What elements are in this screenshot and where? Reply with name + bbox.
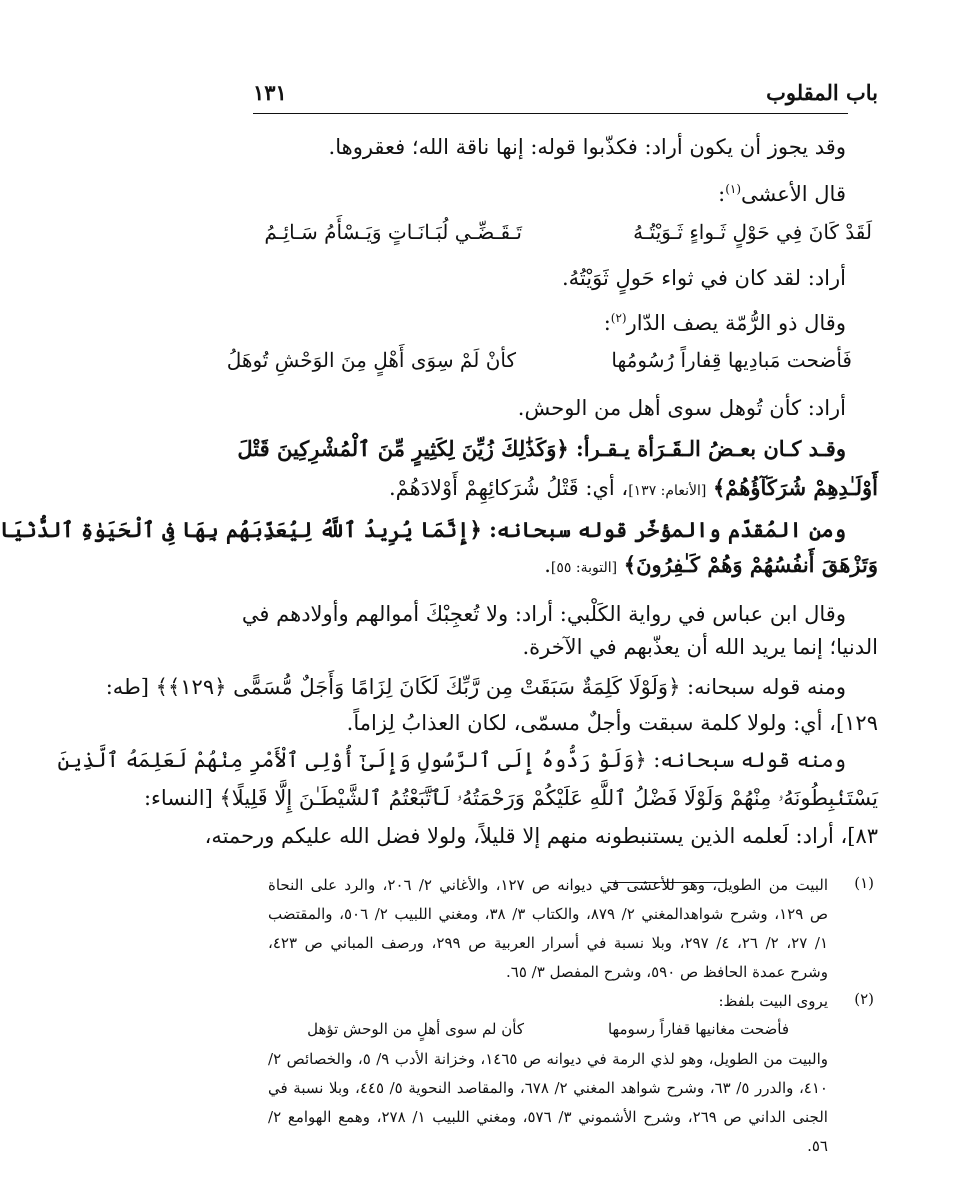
footnote-1-line-4: وشرح عمدة الحافظ ص ٥٩٠، وشرح المفصل ٣/ ٦٥. [506,963,828,981]
body-line-2 [718,174,846,209]
quran-quote: أَوْلَـٰدِهِمْ شُرَكَآؤُهُمْ﴾ [713,475,878,500]
footnote-2-line-3: والبيت من الطويل، وهو لذي الرمة في ديوانه ص ١٤٦٥، وخزانة الأدب ٩/ ٥، والخصائص ٢/ [268,1050,828,1068]
body-line-9 [389,473,878,506]
body-text: ، أي: قَتْلُ شُرَكائِهِمْ أَوْلادَهُمْ. [388,476,629,500]
verse-2-second-hemistich: كأنْ لَمْ سِوَى أَهْلٍ مِنَ الوَحْشِ تُوهَلُ [226,348,516,372]
footnote-2-line-6: ٥٦. [807,1137,828,1155]
body-line-14: ومنه قوله سبحانه: ﴿وَلَوْلَا كَلِمَةٌ سَبَقَتْ مِن رَّبِّكَ لَكَانَ لِزَامًا وَأَجَلٌ مُّسَمًّى ﴿١٢٩﴾﴾ [طه: [105,675,846,699]
chapter-title: باب المقلوب [766,80,878,105]
footnote-2-line-5: الجنى الداني ص ٢٦٩، وشرح الأشموني ٣/ ٥٧٦، ومغني اللبيب ١/ ٢٧٨، وهمع الهوامع ٢/ [268,1108,828,1126]
page-number: ١٣١ [253,80,287,105]
footnote-1-number: (١) [854,874,874,892]
body-line-15: ١٢٩]، أي: ولولا كلمة سبقت وأجلٌ مسمّى، لكان العذابُ لِزاماً. [346,711,878,735]
footnote-ref-1[interactable]: (١) [725,182,742,196]
colon: : [718,182,726,206]
footnote-1-line-2: ص ١٢٩، وشرح شواهدالمغني ٢/ ٨٧٩، والكتاب ٣/ ٣٨، ومغني اللبيب ٢/ ٥٠٦، والمقتضب [268,905,828,923]
body-line-18: ٨٣]، أراد: لَعلمه الذين يستنبطونه منهم إلا قليلاً، ولولا فضل الله عليكم ورحمته، [204,824,878,848]
body-line-1: وقد يجوز أن يكون أراد: فكذّبوا قوله: إنها ناقة الله؛ فعقروها. [328,135,846,159]
body-line-4: أراد: لقد كان في ثواء حَولٍ ثَوَيْتُهُ. [562,266,846,290]
body-line-8: وقـد كـان بعـضُ الـقَـرَأة يـقـرأ: ﴿وَكَذَٰلِكَ زُيِّنَ لِكَثِيرٍ مِّنَ ٱلْمُشْرِكِينَ قَتْلَ [237,436,846,461]
footnote-1-line-3: ١/ ٢٧، ٢/ ٢٦، ٤/ ٢٩٧، وبلا نسبة في أسرار العربية ص ٢٩٩، ورصف المباني ص ٤٢٣، [268,934,829,952]
body-line-17: يَسْتَنۢبِطُونَهُۥ مِنْهُمْ وَلَوْلَا فَضْلُ ٱللَّهِ عَلَيْكُمْ وَرَحْمَتُهُۥ لَٱتَّبَعْتُمُ ٱلشَّيْطَـٰنَ إِلَّا قَلِيلًا﴾ [النساء: [143,786,878,810]
period: . [544,553,551,577]
body-line-12: وقال ابن عباس في رواية الكَلْبي: أراد: ولا تُعجِبْكَ أموالهم وأولادهم في [241,602,846,626]
body-line-10: ومن المُقدّم والمؤخّر قوله سبحانه: ﴿إِنَّمَا يُرِيدُ ٱللَّهُ لِيُعَذِّبَهُم بِهَا فِى ٱلْحَيَوٰةِ ٱلدُّنْيَا [0,517,846,542]
footnote-2-line-4: ٤١٠، والدرر ٥/ ٦٣، وشرح شواهد المغني ٢/ ٦٧٨، والمقاصد النحوية ٥/ ٤٤٥، وبلا نسبة في [268,1079,828,1097]
body-line-16: ومنه قوله سبحانه: ﴿وَلَوْ رَدُّوهُ إِلَى ٱلرَّسُولِ وَإِلَىٰٓ أُوْلِى ٱلْأَمْرِ مِنْهُمْ لَعَلِمَهُ ٱلَّذِينَ [57,748,846,772]
footnote-1-line-1: البيت من الطويل، وهو للأعشى في ديوانه ص ١٢٧، والأغاني ٢/ ٢٠٦، والرد على النحاة [268,876,829,894]
quran-quote: وَتَزْهَقَ أَنفُسُهُمْ وَهُمْ كَـٰفِرُونَ﴾ [623,552,878,577]
footnote-2-verse-second: كأن لم سوى أهلٍ من الوحش تؤهل [307,1020,524,1038]
footnote-ref-2[interactable]: (٢) [610,311,627,325]
verse-1-second-hemistich: تَـقَـضِّـي لُبَـانَـاتٍ وَيَـسْأَمُ سَـائِـمُ [264,220,522,244]
body-line-13: الدنيا؛ إنما يريد الله أن يعذّبهم في الآخرة. [522,635,878,659]
footnote-2-line-1: يروى البيت بلفظ: [718,992,828,1010]
body-line-7: أراد: كأن تُوهل سوى أهل من الوحش. [517,396,846,420]
header-rule [253,113,848,114]
body-line-11 [544,550,878,583]
colon: : [603,311,611,335]
verse-reference: [الأنعام: ١٣٧] [628,483,707,499]
poet-intro-2: وقال ذو الرُّمّة يصف الدّار [626,311,846,335]
verse-1-first-hemistich: لَقَدْ كَانَ فِي حَوْلٍ ثَـواءٍ ثَـوَيْتُـهُ [633,220,872,244]
verse-2-first-hemistich: فَأضحت مَبادِيها قِفاراً رُسُومُها [611,348,852,372]
poet-intro: قال الأعشى [741,182,846,206]
body-line-5 [604,303,846,338]
footnote-2-number: (٢) [854,990,874,1008]
footnote-2-verse-first: فأضحت مغانيها قفاراً رسومها [607,1020,789,1038]
verse-reference: [التوبة: ٥٥] [550,560,618,576]
